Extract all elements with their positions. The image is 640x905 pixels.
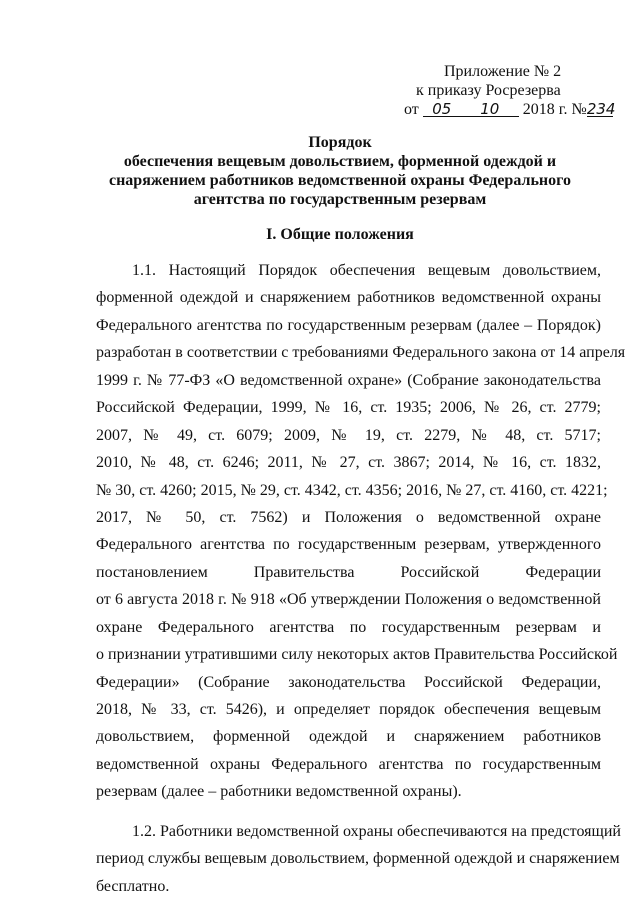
date-prefix: от	[404, 101, 419, 118]
text-line: ведомственной охраны Федерального агентства по государственным	[96, 755, 601, 773]
text-line: бесплатно.	[96, 877, 170, 895]
paragraph-gap	[96, 806, 601, 818]
handwritten-day: 05	[423, 102, 461, 117]
text-line: 1999 г. № 77-ФЗ «О ведомственной охране» (Собрание законодательства	[96, 371, 601, 389]
appendix-date-line	[404, 100, 616, 119]
text-line: форменной одеждой и снаряжением работников ведомственной охраны	[96, 289, 601, 307]
text-line: 2018, № 33, ст. 5426), и определяет порядок обеспечения вещевым	[96, 701, 601, 718]
appendix-order-ref: к приказу Росрезерва	[416, 82, 561, 99]
text-line: Федерации» (Собрание законодательства Российской Федерации,	[96, 673, 601, 691]
document-title	[90, 133, 590, 209]
text-line: резервам (далее – работники ведомственной охраны).	[96, 783, 462, 801]
handwritten-order-number: 234	[586, 100, 616, 118]
paragraph-1-1	[96, 257, 626, 806]
text-line: 2010, № 48, ст. 6246; 2011, № 27, ст. 3867; 2014, № 16, ст. 1832,	[96, 454, 601, 472]
text-line: 2007, № 49, ст. 6079; 2009, № 19, ст. 2279, № 48, ст. 5717;	[96, 426, 601, 444]
title-line-4: агентства по государственным резервам	[193, 191, 487, 208]
text-line: о признании утратившими силу некоторых актов Правительства Российской	[96, 646, 618, 664]
text-line: 1.2. Работники ведомственной охраны обеспечиваются на предстоящий	[132, 822, 621, 840]
text-line: Федерального агентства по государственным резервам (далее – Порядок)	[96, 316, 601, 334]
appendix-number: Приложение № 2	[444, 63, 562, 80]
text-line: период службы вещевым довольствием, форменной одеждой и снаряжением	[96, 850, 620, 868]
order-year: 2018 г. №	[522, 101, 587, 118]
document-body	[96, 257, 626, 900]
title-line-1: Порядок	[308, 134, 372, 151]
title-line-3: снаряжением работников ведомственной охраны Федерального	[108, 172, 571, 189]
paragraph-1-2	[96, 818, 621, 900]
text-line: № 30, ст. 4260; 2015, № 29, ст. 4342, ст. 4356; 2016, № 27, ст. 4160, ст. 4221;	[96, 481, 608, 499]
handwritten-month: 10	[461, 102, 519, 117]
title-line-2: обеспечения вещевым довольствием, форменной одеждой и	[123, 153, 557, 170]
text-line: Федерального агентства по государственным резервам, утвержденного	[96, 536, 601, 554]
text-line: от 6 августа 2018 г. № 918 «Об утверждении Положения о ведомственной	[96, 591, 601, 609]
text-line: 1.1. Настоящий Порядок обеспечения вещевым довольствием,	[132, 262, 601, 279]
text-line: 2017, № 50, ст. 7562) и Положения о ведомственной охране	[96, 508, 601, 526]
text-line: Российской Федерации, 1999, № 16, ст. 1935; 2006, № 26, ст. 2779;	[96, 399, 601, 417]
section-heading: I. Общие положения	[266, 226, 414, 243]
text-line: охране Федерального агентства по государственным резервам и	[96, 618, 601, 636]
text-line: довольствием, форменной одеждой и снаряжением работников	[96, 728, 601, 746]
appendix-header	[404, 62, 616, 119]
text-line: постановлением Правительства Российской Федерации	[96, 563, 601, 581]
text-line: разработан в соответствии с требованиями Федерального закона от 14 апреля	[96, 344, 626, 362]
